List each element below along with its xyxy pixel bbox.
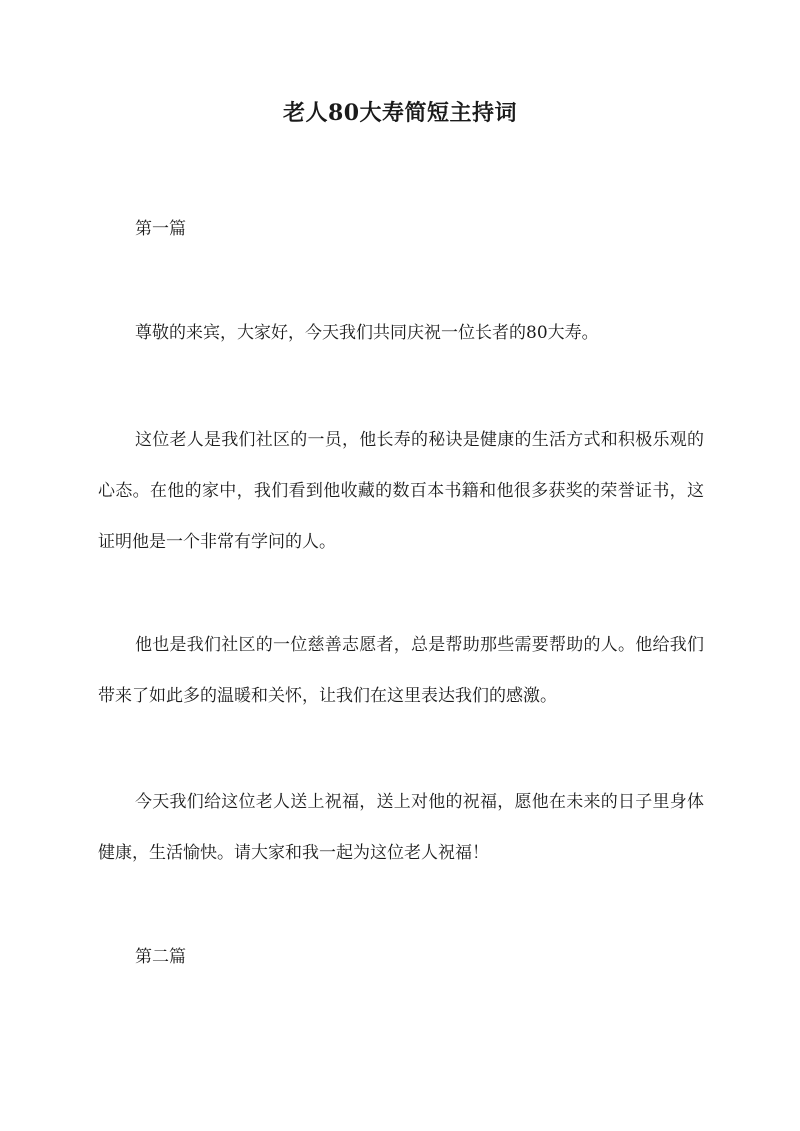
paragraph-3: 他也是我们社区的一位慈善志愿者，总是帮助那些需要帮助的人。他给我们带来了如此多的温暖和关怀，让我们在这里表达我们的感激。 <box>98 635 704 706</box>
section-label-second: 第二篇 <box>135 947 186 967</box>
document-title: 老人80大寿简短主持词 <box>282 100 518 126</box>
paragraph-1: 尊敬的来宾，大家好，今天我们共同庆祝一位长者的80大寿。 <box>135 323 599 343</box>
paragraph-2: 这位老人是我们社区的一员，他长寿的秘诀是健康的生活方式和积极乐观的心态。在他的家中，我们看到他收藏的数百本书籍和他很多获奖的荣誉证书，这证明他是一个非常有学问的人。 <box>98 430 704 552</box>
section-label-first: 第一篇 <box>135 219 186 239</box>
paragraph-4: 今天我们给这位老人送上祝福，送上对他的祝福，愿他在未来的日子里身体健康，生活愉快。请大家和我一起为这位老人祝福！ <box>98 792 704 863</box>
